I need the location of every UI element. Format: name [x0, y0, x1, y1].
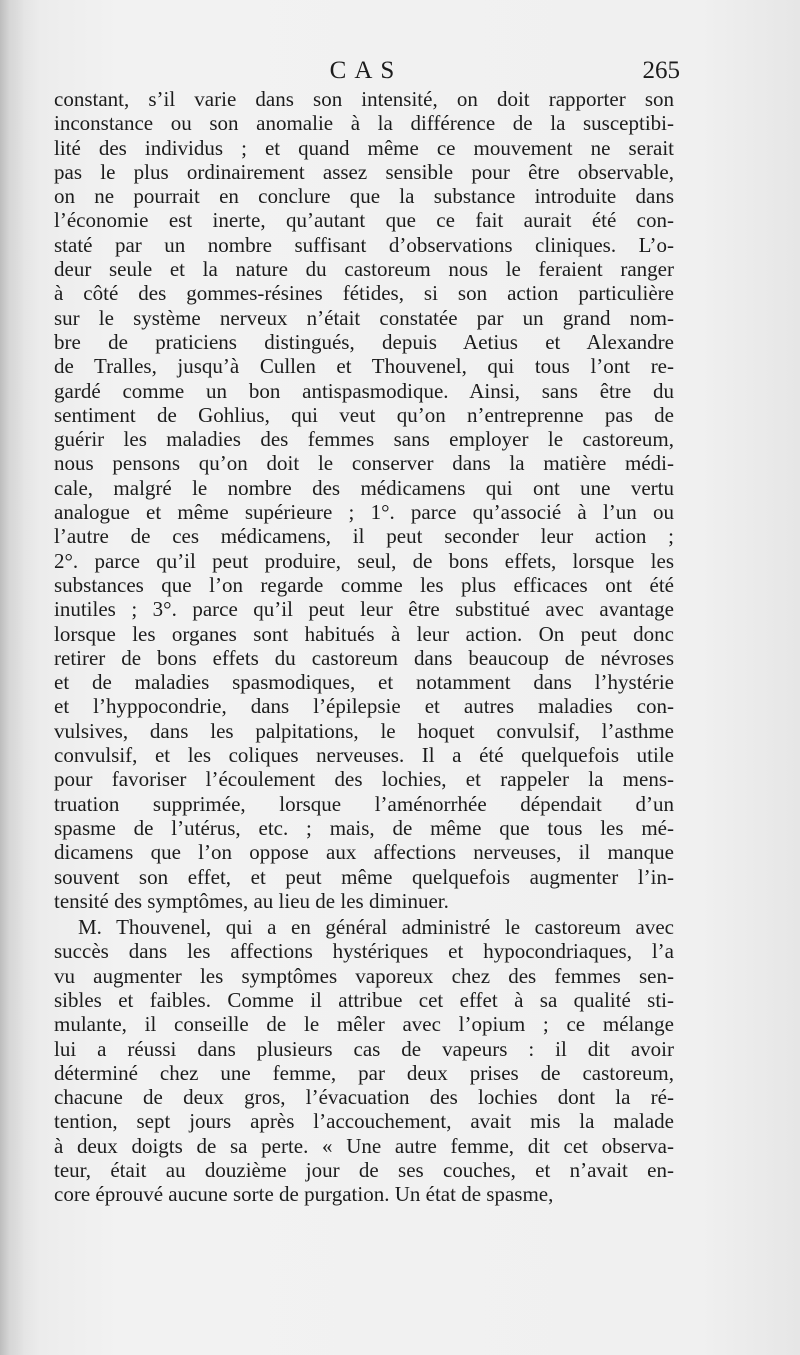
paragraph — [54, 915, 674, 1207]
text-line: l’économie est inerte, qu’autant que ce fait aurait été con- — [54, 208, 674, 233]
text-line: souvent son effet, et peut même quelquefois augmenter l’in- — [54, 864, 674, 889]
text-line: guérir les maladies des femmes sans employer le castoreum, — [54, 427, 674, 452]
text-line: nous pensons qu’on doit le conserver dans la matière médi- — [54, 451, 674, 476]
text-line: de Tralles, jusqu’à Cullen et Thouvenel, qui tous l’ont re- — [54, 354, 674, 379]
page-number: 265 — [642, 57, 680, 84]
page-header — [52, 54, 680, 88]
text-line: pas le plus ordinairement assez sensible pour être observable, — [54, 159, 674, 184]
text-line: constant, s’il varie dans son intensité, on doit rapporter son — [54, 87, 674, 111]
paragraph — [54, 87, 674, 913]
text-line: dicamens que l’on oppose aux affections nerveuses, il manque — [54, 840, 674, 865]
text-line: inconstance ou son anomalie à la différence de la susceptibi- — [54, 111, 674, 136]
page-binding-shadow — [0, 0, 24, 1355]
text-line: deur seule et la nature du castoreum nous le feraient ranger — [54, 257, 674, 282]
text-line: on ne pourrait en conclure que la substance introduite dans — [54, 184, 674, 209]
text-line: sur le système nerveux n’était constatée par un grand nom- — [54, 305, 674, 330]
text-line: gardé comme un bon antispasmodique. Ainsi, sans être du — [54, 378, 674, 403]
text-line: lui a réussi dans plusieurs cas de vapeurs : il dit avoir — [54, 1036, 674, 1061]
text-line: à côté des gommes-résines fétides, si son action particulière — [54, 281, 674, 306]
text-line: inutiles ; 3°. parce qu’il peut leur être substitué avec avantage — [54, 597, 674, 622]
text-line: chacune de deux gros, l’évacuation des lochies dont la ré- — [54, 1085, 674, 1110]
text-line: vu augmenter les symptômes vaporeux chez des femmes sen- — [54, 963, 674, 988]
text-line: cale, malgré le nombre des médicamens qui ont une vertu — [54, 475, 674, 500]
text-line: M. Thouvenel, qui a en général administré le castoreum avec — [78, 915, 674, 940]
text-line: à deux doigts de sa perte. « Une autre femme, dit cet observa- — [54, 1133, 674, 1158]
text-line: staté par un nombre suffisant d’observations cliniques. L’o- — [54, 232, 674, 257]
text-line: lorsque les organes sont habitués à leur action. On peut donc — [54, 621, 674, 646]
text-line: tensité des symptômes, au lieu de les diminuer. — [54, 888, 449, 913]
running-title: CAS — [329, 57, 403, 84]
text-line: et l’hyppocondrie, dans l’épilepsie et autres maladies con- — [54, 694, 674, 719]
text-line: lité des individus ; et quand même ce mouvement ne serait — [54, 135, 674, 160]
text-line: retirer de bons effets du castoreum dans beaucoup de névroses — [54, 645, 674, 670]
text-line: spasme de l’utérus, etc. ; mais, de même que tous les mé- — [54, 815, 674, 840]
text-line: mulante, il conseille de le mêler avec l’opium ; ce mélange — [54, 1012, 674, 1037]
text-line: et de maladies spasmodiques, et notamment dans l’hystérie — [54, 670, 674, 695]
text-line: 2°. parce qu’il peut produire, seul, de bons effets, lorsque les — [54, 548, 674, 573]
text-line: déterminé chez une femme, par deux prises de castoreum, — [54, 1060, 674, 1085]
text-line: tention, sept jours après l’accouchement, avait mis la malade — [54, 1109, 674, 1134]
text-line: substances que l’on regarde comme les plus efficaces ont été — [54, 572, 674, 597]
text-line: analogue et même supérieure ; 1°. parce qu’associé à l’un ou — [54, 500, 674, 525]
text-line: bre de praticiens distingués, depuis Aetius et Alexandre — [54, 329, 674, 354]
text-line: core éprouvé aucune sorte de purgation. Un état de spasme, — [54, 1182, 554, 1207]
text-line: succès dans les affections hystériques et hypocondriaques, l’a — [54, 939, 674, 964]
text-line: l’autre de ces médicamens, il peut seconder leur action ; — [54, 524, 674, 549]
text-line: convulsif, et les coliques nerveuses. Il a été quelquefois utile — [54, 743, 674, 768]
text-line: sibles et faibles. Comme il attribue cet effet à sa qualité sti- — [54, 987, 674, 1012]
text-line: truation supprimée, lorsque l’aménorrhée dépendait d’un — [54, 791, 674, 816]
text-line: sentiment de Gohlius, qui veut qu’on n’entreprenne pas de — [54, 402, 674, 427]
text-line: teur, était au douzième jour de ses couches, et n’avait en- — [54, 1158, 674, 1183]
body-text — [54, 87, 674, 1207]
text-line: vulsives, dans les palpitations, le hoquet convulsif, l’asthme — [54, 718, 674, 743]
text-line: pour favoriser l’écoulement des lochies, et rappeler la mens- — [54, 767, 674, 792]
